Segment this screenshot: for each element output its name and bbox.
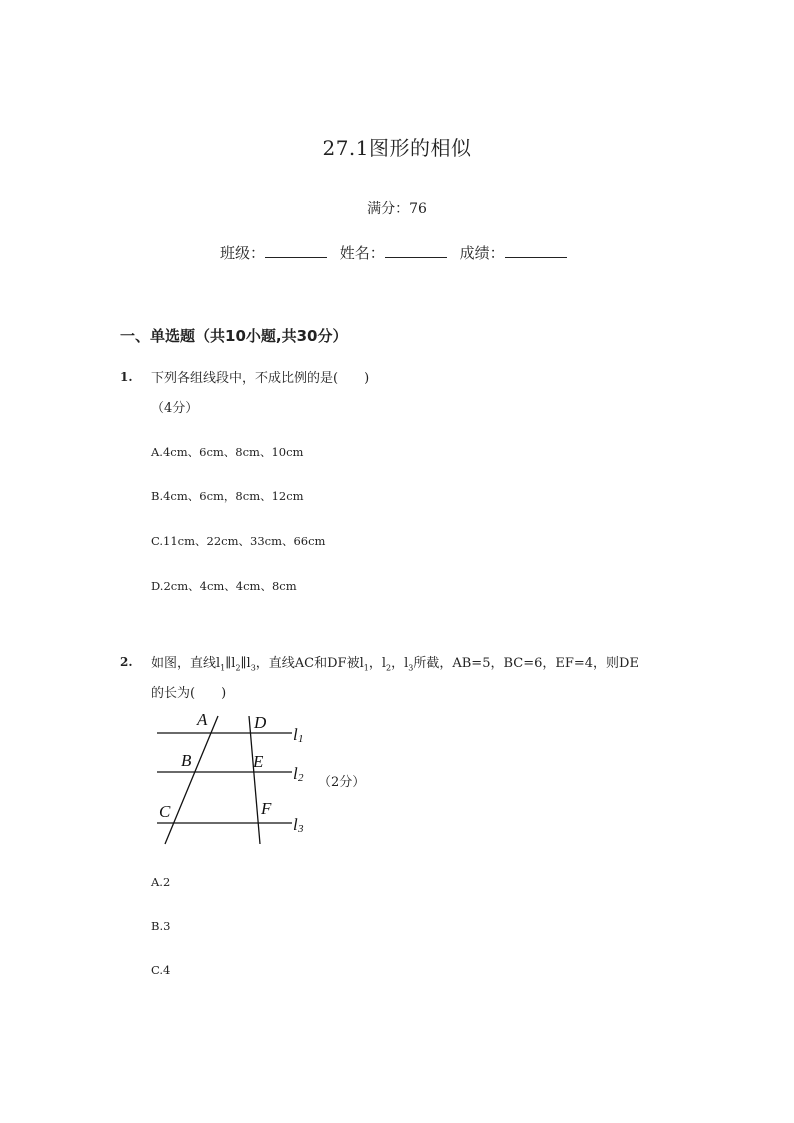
label-d: D (254, 713, 267, 732)
label-l3: l (293, 815, 298, 834)
line-ac (165, 716, 218, 844)
parallel-lines-figure (150, 708, 315, 850)
student-info-row (220, 242, 575, 263)
class-blank[interactable] (265, 243, 327, 258)
question-1-option-b[interactable]: B.4cm、6cm，8cm、12cm (151, 489, 304, 503)
question-2-option-a[interactable]: A.2 (151, 875, 171, 889)
question-1-text: 下列各组线段中，不成比例的是( ) (151, 371, 370, 386)
name-label: 姓名： (339, 244, 385, 262)
label-l1-sub: 1 (298, 733, 304, 745)
full-score: 满分：76 (367, 201, 427, 217)
question-2-option-b[interactable]: B.3 (151, 919, 171, 933)
label-l1: l (293, 725, 298, 744)
label-e: E (253, 752, 264, 771)
class-label: 班级： (220, 244, 266, 262)
label-b: B (181, 751, 192, 770)
question-1-option-d[interactable]: D.2cm、4cm、4cm、8cm (151, 579, 297, 593)
question-2-text: 如图，直线$l_1\parallel l_2\parallel l_3$，直线AC和DF被$l_1$，$l_2$，$l_3$所截，AB=5，BC=6，EF=4，则DE (151, 656, 639, 673)
name-blank[interactable] (385, 243, 447, 258)
grade-label: 成绩： (459, 244, 505, 262)
question-2-number: 2. (120, 655, 133, 669)
question-2-option-c[interactable]: C.4 (151, 963, 171, 977)
question-1-number: 1. (120, 370, 133, 384)
question-1-points: （4分） (151, 401, 199, 416)
label-l2: l (293, 764, 298, 783)
question-1-option-c[interactable]: C.11cm、22cm、33cm、66cm (151, 534, 326, 548)
grade-blank[interactable] (505, 243, 567, 258)
label-l2-sub: 2 (298, 772, 304, 784)
question-2-points: （2分） (318, 775, 366, 790)
label-f: F (261, 799, 272, 818)
label-l3-sub: 3 (298, 823, 304, 835)
section-title: 一、单选题（共10小题,共30分） (120, 327, 348, 345)
label-a: A (197, 710, 208, 729)
page-title: 27.1图形的相似 (322, 136, 472, 160)
question-1-option-a[interactable]: A.4cm、6cm、8cm、10cm (151, 445, 304, 459)
line-df (249, 716, 260, 844)
label-c: C (159, 802, 171, 821)
question-2-text-line2: 的长为( ) (151, 686, 227, 701)
